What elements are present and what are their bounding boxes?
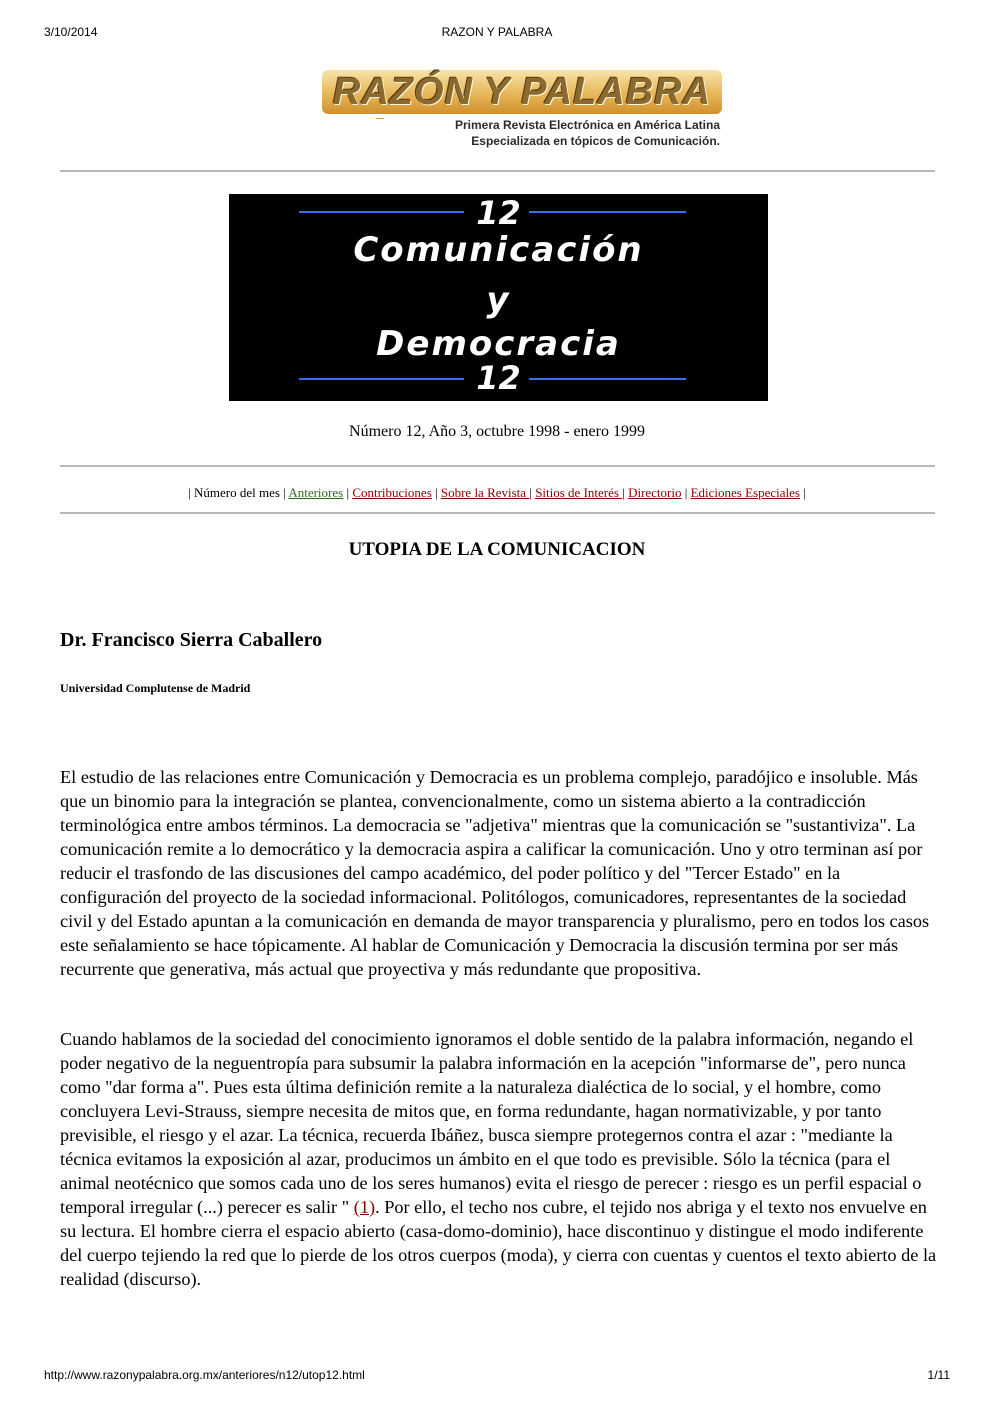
paragraph-text: Cuando hablamos de la sociedad del conocimiento ignoramos el doble sentido de la palabra información, negando el poder negativo de la neguentropía para subsumir la palabra información en la acepción "informarse de", pero nunca como "dar forma a". Pues esta última definición remite a la naturaleza dialéctica de lo social, y el hombre, como concluyera Levi-Strauss, siempre necesita de mitos que, en forma redundante, hagan normativizable, y por tanto previsible, el riesgo y el azar. La técnica, recuerda Ibáñez, busca siempre protegernos contra el azar : "mediante la técnica evitamos la exposición al azar, producimos un ámbito en el que todo es previsible. Sólo la técnica (para el animal neotécnico que somos cada uno de los seres humanos) evita el riesgo de perecer : riesgo es un perfil espacial o temporal irregular (...) perecer es salir " (60, 1029, 922, 1217)
banner-line-3: Democracia (376, 324, 621, 364)
logo-mark (376, 118, 384, 119)
author-affiliation: Universidad Complutense de Madrid (60, 681, 251, 695)
divider-nav-top (60, 465, 935, 467)
nav-separator: | (684, 485, 688, 500)
article-title: UTOPIA DE LA COMUNICACION (348, 539, 646, 560)
logo-tagline-2: Especializada en tópicos de Comunicación. (471, 134, 720, 148)
nav-separator: | (188, 485, 191, 500)
divider-nav-bottom (60, 512, 935, 514)
divider-top (60, 170, 935, 172)
print-date: 3/10/2014 (44, 25, 98, 39)
nav-separator: | (283, 485, 286, 500)
logo-title: RAZÓN Y PALABRA (322, 70, 722, 114)
nav-separator: | (529, 485, 532, 500)
nav-link-sitios-de-interes[interactable]: Sitios de Interés (535, 485, 623, 500)
article-paragraph-2 (60, 1027, 940, 1291)
nav-separator: | (803, 485, 806, 500)
nav-link-anteriores[interactable]: Anteriores (288, 485, 344, 500)
nav-link-ediciones-especiales[interactable]: Ediciones Especiales (690, 485, 800, 500)
banner-number-bottom: 12 (476, 359, 521, 397)
footnote-link[interactable]: (1) (353, 1197, 376, 1217)
nav-separator: | (435, 485, 438, 500)
banner-line-2: y (486, 280, 511, 320)
paragraph-text: . Por ello, el techo nos cubre, el tejido nos abriga y el texto nos envuelve en su lectura. El hombre cierra el espacio abierto (casa-domo-dominio), hace discontinuo y distingue el modo indiferente del cuerpo tejiendo la red que lo pierde de los otros cuerpos (moda), y cierra con cuentas y cuentos el texto abierto de la realidad (discurso). (60, 1197, 937, 1289)
article-author: Dr. Francisco Sierra Caballero (60, 629, 323, 651)
banner-number-top: 12 (476, 194, 521, 232)
nav-separator: | (622, 485, 625, 500)
logo-tagline-1: Primera Revista Electrónica en América Latina (454, 118, 720, 132)
nav-link-contribuciones[interactable]: Contribuciones (352, 485, 432, 500)
nav-link-sobre-la-revista[interactable]: Sobre la Revista (440, 485, 530, 500)
banner-line-1: Comunicación (353, 230, 644, 270)
article-paragraph-1: El estudio de las relaciones entre Comunicación y Democracia es un problema complejo, paradójico e insoluble. Más que un binomio para la integración se plantea, convencionalmente, como un sistema abierto a la contradicción terminológica entre ambos términos. La democracia se "adjetiva" mientras que la comunicación se "sustantiviza". La comunicación remite a lo democrático y la democracia aspira a calificar la comunicación. Uno y otro terminan así por reducir el trasfondo de las discusiones del campo académico, del poder político y del "Tercer Estado" en la configuración del proyecto de la sociedad informacional. Politólogos, comunicadores, representantes de la sociedad civil y del Estado apuntan a la comunicación en demanda de mayor transparencia y pluralismo, pero en todos los casos este señalamiento se hace tópicamente. Al hablar de Comunicación y Democracia la discusión termina por ser más recurrente que generativa, más actual que proyectiva y más redundante que propositiva. (60, 767, 930, 979)
print-url: http://www.razonypalabra.org.mx/anteriores/n12/utop12.html (44, 1368, 365, 1382)
site-nav (0, 485, 994, 501)
print-page-number: 1/11 (927, 1368, 950, 1382)
issue-banner (229, 194, 768, 401)
nav-link-directorio[interactable]: Directorio (628, 485, 682, 500)
print-title: RAZON Y PALABRA (441, 25, 553, 39)
nav-separator: | (346, 485, 350, 500)
issue-info: Número 12, Año 3, octubre 1998 - enero 1999 (349, 423, 645, 440)
site-logo[interactable] (322, 70, 722, 154)
nav-current: Número del mes (194, 485, 280, 500)
